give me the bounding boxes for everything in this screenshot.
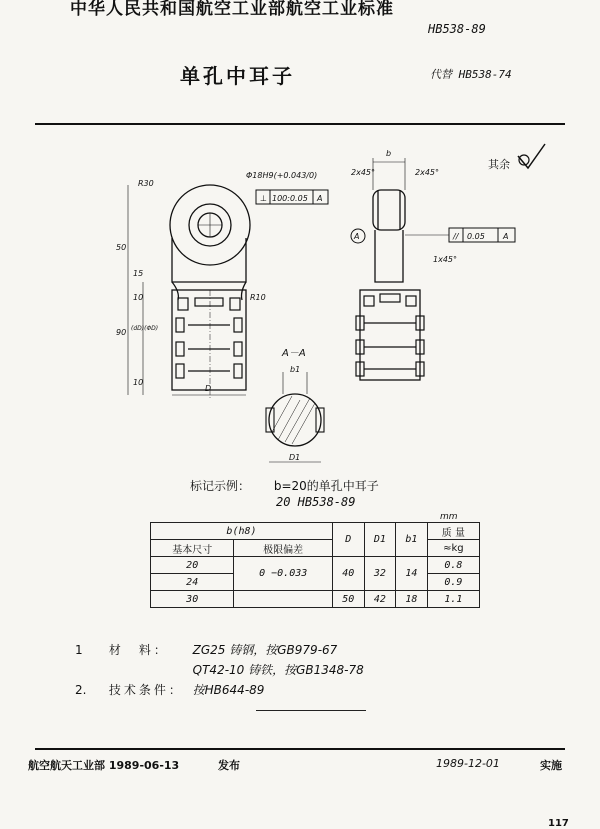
view-a-marker: A bbox=[354, 232, 360, 241]
notes-end-rule bbox=[256, 710, 366, 711]
page-number: 117 bbox=[548, 818, 569, 829]
cell-b: 30 bbox=[151, 591, 234, 608]
datum-a-label: A bbox=[317, 194, 323, 203]
dim-15-label: 15 bbox=[133, 269, 144, 278]
effective-label: 实施 bbox=[540, 759, 562, 772]
dim-b1-label: b1 bbox=[290, 365, 301, 374]
header-b1: b1 bbox=[396, 523, 428, 557]
cell-d: 40 bbox=[332, 557, 364, 591]
cell-d1: 32 bbox=[364, 557, 396, 591]
cell-deviation: 0 −0.033 bbox=[234, 557, 333, 591]
ear-neck bbox=[172, 238, 246, 282]
table-unit: mm bbox=[440, 512, 458, 522]
effective-date: 1989-12-01 bbox=[436, 757, 500, 770]
issued-label: 发布 bbox=[218, 759, 240, 772]
cell-d: 50 bbox=[332, 591, 364, 608]
note-value: ZG25 铸钢，按GB979-67 bbox=[192, 643, 338, 657]
note-number: 1 bbox=[75, 643, 83, 657]
radius-r10-label: R10 bbox=[250, 293, 266, 302]
standard-title: 中华人民共和国航空工业部航空工业标准 bbox=[70, 0, 394, 19]
dim-thread-label: (dD)(ΦD) bbox=[131, 325, 159, 332]
document-title: 单孔中耳子 bbox=[180, 64, 295, 88]
cell-b: 24 bbox=[151, 574, 234, 591]
cell-d1: 42 bbox=[364, 591, 396, 608]
table-row bbox=[151, 557, 480, 574]
marking-example bbox=[190, 477, 379, 494]
header-d: D bbox=[332, 523, 364, 557]
chamfer-label-1: 2x45° bbox=[351, 168, 376, 177]
dim-10b-label: 10 bbox=[133, 378, 144, 387]
dim-10a-label: 10 bbox=[133, 293, 144, 302]
header-mass: 质 量 bbox=[427, 523, 479, 540]
footer-rule bbox=[35, 748, 565, 750]
note-material-alt bbox=[75, 660, 364, 680]
marking-example-label: 标记示例： bbox=[190, 479, 251, 493]
cell-b1: 14 bbox=[396, 557, 428, 591]
chamfer-label-3: 1x45° bbox=[433, 255, 458, 264]
note-value: QT42-10 铸铁，按GB1348-78 bbox=[192, 663, 364, 677]
issuer: 航空航天工业部 1989-06-13 bbox=[28, 759, 180, 772]
parallelism-symbol: // bbox=[453, 232, 459, 241]
standard-code: HB538-89 bbox=[428, 22, 486, 36]
section-label: A－A bbox=[282, 348, 306, 359]
front-body bbox=[172, 290, 246, 390]
header-b: b(h8) bbox=[151, 523, 333, 540]
radius-r30-label: R30 bbox=[138, 179, 154, 188]
perpendicularity-symbol: ⊥ bbox=[260, 194, 267, 203]
note-material bbox=[75, 640, 364, 660]
note-technical bbox=[75, 680, 364, 700]
header-deviation: 极限偏差 bbox=[234, 540, 333, 557]
note-number: 2. bbox=[75, 683, 87, 697]
replaces-note: 代替 HB538-74 bbox=[430, 68, 512, 81]
note-key: 材 料： bbox=[108, 643, 169, 657]
hole-tolerance-label: Φ18H9(+0.043/0) bbox=[246, 171, 318, 180]
marking-example-code: 20 HB538-89 bbox=[276, 495, 356, 509]
note-value: 按HB644-89 bbox=[192, 683, 265, 697]
notes bbox=[75, 640, 364, 700]
dim-b-label: b bbox=[386, 149, 392, 158]
header-mass-unit: ≈kg bbox=[427, 540, 479, 557]
dim-50-label: 50 bbox=[116, 243, 127, 252]
marking-example-text: b=20的单孔中耳子 bbox=[273, 479, 379, 493]
dimension-table bbox=[150, 522, 480, 608]
parallelism-datum: A bbox=[503, 232, 509, 241]
cell-mass: 1.1 bbox=[427, 591, 479, 608]
chamfer-label-2: 2x45° bbox=[415, 168, 440, 177]
dim-90-label: 90 bbox=[116, 328, 127, 337]
header-base-size: 基本尺寸 bbox=[151, 540, 234, 557]
side-body bbox=[360, 290, 420, 380]
cell-b1: 18 bbox=[396, 591, 428, 608]
dim-d-label: D bbox=[205, 384, 212, 393]
dim-d1-label: D1 bbox=[289, 453, 301, 462]
table-row bbox=[151, 591, 480, 608]
cell-mass: 0.9 bbox=[427, 574, 479, 591]
cell-deviation-empty bbox=[234, 591, 333, 608]
roughness-note: 其余 bbox=[488, 158, 510, 171]
parallelism-value: 0.05 bbox=[467, 232, 485, 241]
cell-b: 20 bbox=[151, 557, 234, 574]
cell-mass: 0.8 bbox=[427, 557, 479, 574]
note-key: 技术条件： bbox=[108, 683, 184, 697]
header-d1: D1 bbox=[364, 523, 396, 557]
perpendicularity-value: 100:0.05 bbox=[272, 194, 308, 203]
